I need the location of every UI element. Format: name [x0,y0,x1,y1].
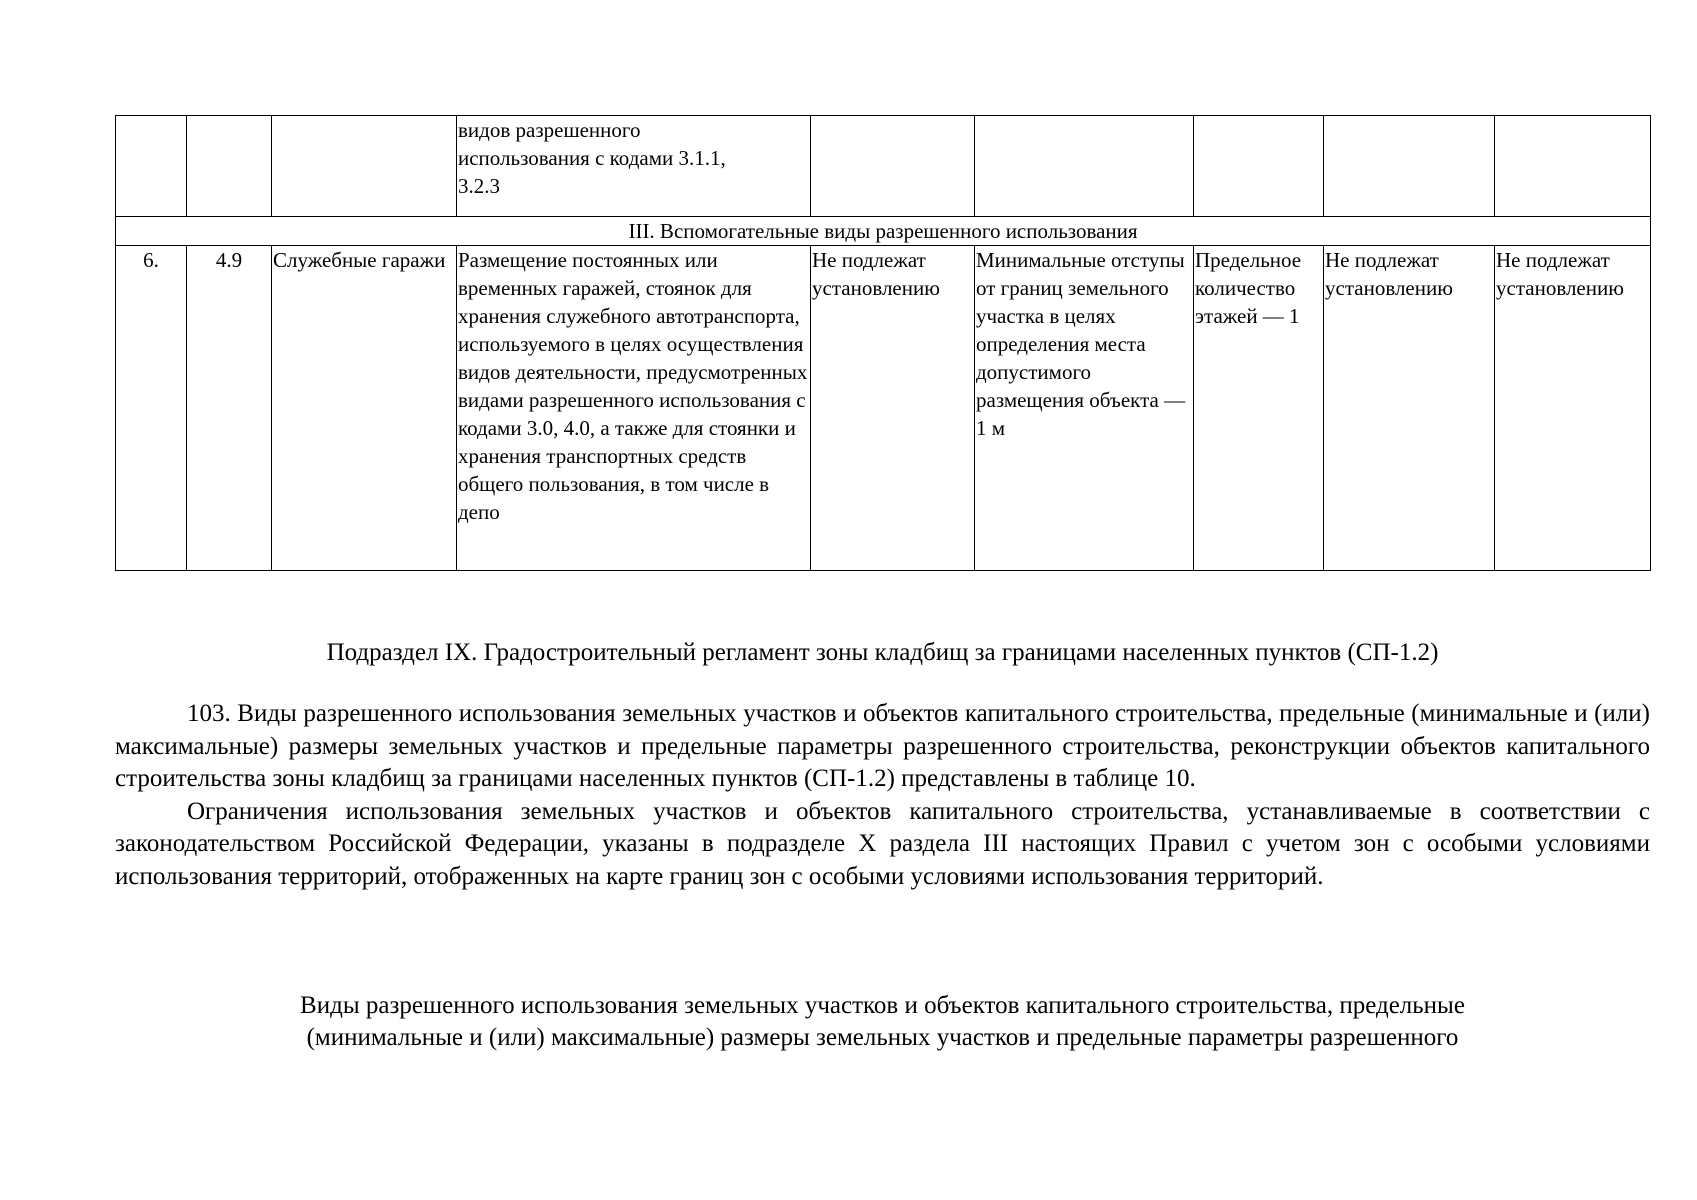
table-row [116,246,1651,571]
table-caption-line: (минимальные и (или) максимальные) размеры земельных участков и предельные параметры разрешенного [306,1024,1459,1051]
table-cell [1194,116,1324,217]
use-name: Служебные гаражи [272,246,457,571]
regulations-table [115,115,1651,571]
floors-limit: Предельное количество этажей — 1 [1194,246,1324,571]
plot-size-limits: Не подлежат установлению [811,246,975,571]
table-section-header-row [116,217,1651,246]
row-number: 6. [116,246,187,571]
setback-limits: Минимальные отступы от границ земельного участка в целях определения места допустимого размещения объекта — 1 м [975,246,1194,571]
regulations-table-container [115,115,1650,571]
paragraph: 103. Виды разрешенного использования земельных участков и объектов капитального строительства, предельные (минимальные и (или) максимальные) размеры земельных участков и предельные параметры разрешенного строительства, реконструкции объектов капитального строительства зоны кладбищ за границами населенных пунктов (СП-1.2) представлены в таблице 10. [115,700,1650,792]
table-row [116,116,1651,217]
table-cell [811,116,975,217]
use-description: Размещение постоянных или временных гаражей, стоянок для хранения служебного автотранспорта, используемого в целях осуществления видов деятельности, предусмотренных видами разрешенного использования с кодами 3.0, 4.0, а также для стоянки и хранения транспортных средств общего пользования, в том числе в депо [457,246,811,571]
table-cell [1495,116,1651,217]
coverage-limit: Не подлежат установлению [1324,246,1495,571]
use-code: 4.9 [187,246,272,571]
table-caption-line: Виды разрешенного использования земельных участков и объектов капитального строительства, предельные [300,992,1465,1019]
section-header: III. Вспомогательные виды разрешенного использования [116,217,1651,246]
subsection-title: Подраздел IX. Градостроительный регламент зоны кладбищ за границами населенных пунктов (СП-1.2) [326,639,1439,666]
other-limits: Не подлежат установлению [1495,246,1651,571]
table-cell [116,116,187,217]
table-caption [115,990,1650,1054]
table-cell [272,116,457,217]
table-cell-description: видов разрешенного использования с кодами 3.1.1, 3.2.3 [457,116,811,217]
table-cell [187,116,272,217]
table-cell [1324,116,1495,217]
table-cell [975,116,1194,217]
body-text [115,698,1650,893]
paragraph: Ограничения использования земельных участков и объектов капитального строительства, устанавливаемые в соответствии с законодательством Российской Федерации, указаны в подразделе X раздела III настоящих Правил с учетом зон с особыми условиями использования территорий, отображенных на карте границ зон с особыми условиями использования территорий. [115,797,1650,890]
